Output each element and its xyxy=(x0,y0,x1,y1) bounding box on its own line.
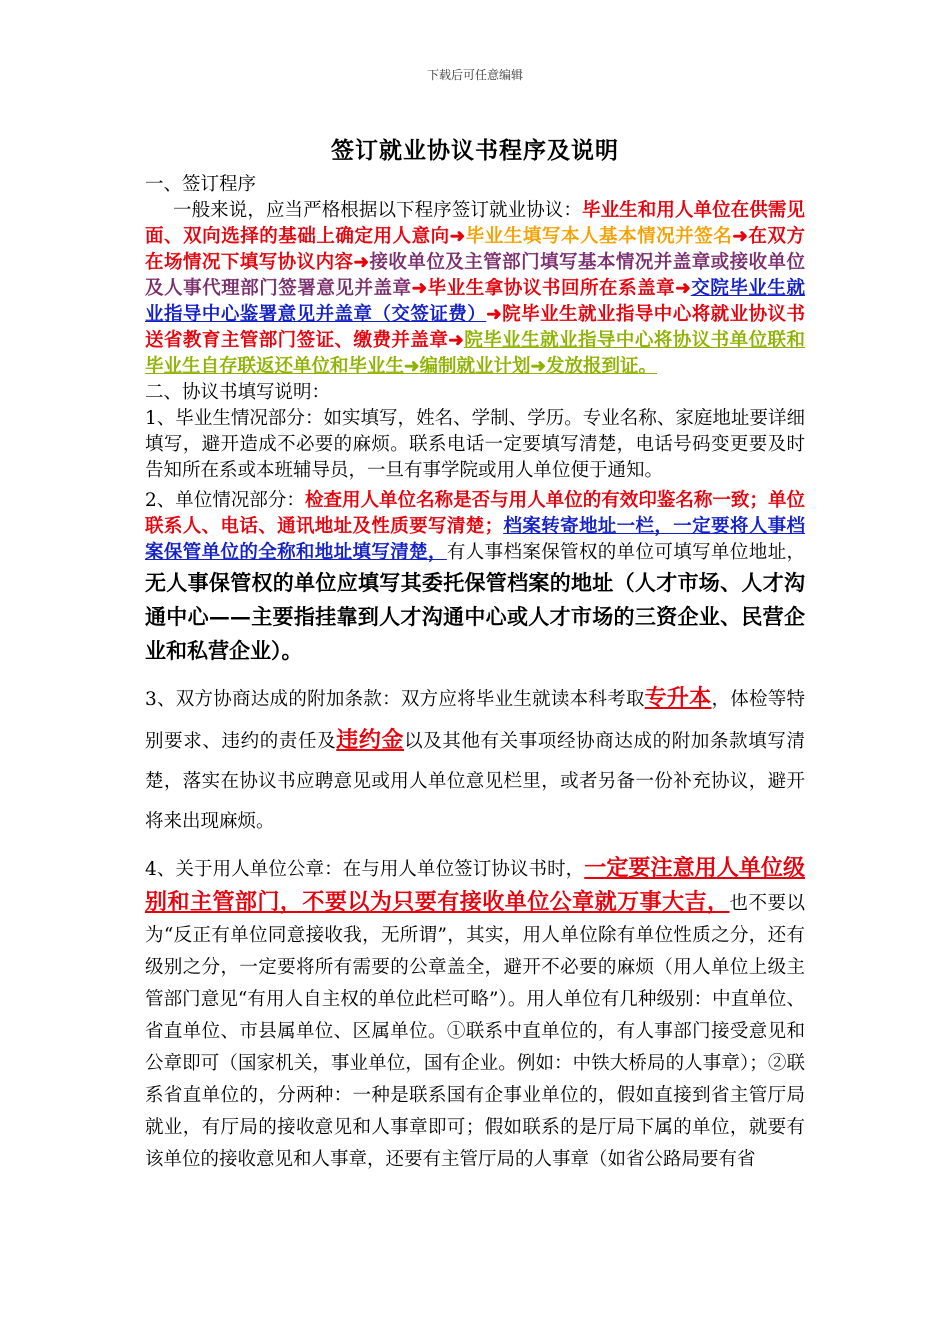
step-6: 交院毕业生就业指导中心鉴署意见并盖章（交签证费） xyxy=(145,278,805,325)
step-5: ➜毕业生拿协议书回所在系盖章➜ xyxy=(411,278,691,299)
item-2-highlight-red: 检查用人单位名称是否与用人单位的有效印鉴名称一致；单位联系人、电话、通讯地址及性质要写清楚； xyxy=(145,490,805,537)
step-1: 毕业生和用人单位在供需见面、双向选择的基础上确定用人意向➜ xyxy=(145,200,805,247)
item-2-normal: 有人事档案保管权的单位可填写单位地址， xyxy=(446,542,805,563)
item-3-rest: 以及其他有关事项经协商达成的附加条款填写清楚，落实在协议书应聘意见或用人单位意见栏里，或者另备一份补充协议，避开将来出现麻烦。 xyxy=(145,731,805,832)
step-4: 接收单位及主管部门填写基本情况并盖章或接收单位及人事代理部门签署意见并盖章 xyxy=(145,252,805,299)
item-3 xyxy=(145,678,805,842)
step-7: ➜院毕业生就业指导中心将就业协议书送省教育主管部门签证、缴费并盖章➜ xyxy=(145,304,805,351)
item-2-label: 2、单位情况部分： xyxy=(145,490,305,511)
item-4-rest: 也不要以为“反正有单位同意接收我，无所谓”，其实，用人单位除有单位性质之分，还有级别之分，一定要将所有需要的公章盖全，避开不必要的麻烦（用人单位上级主管部门意见“有用人自主权的单位此栏可略”）。用人单位有几种级别：中直单位、省直单位、市县属单位、区属单位。①联系中直单位的，有人事部门接受意见和公章即可（国家机关，事业单位，国有企业。例如：中铁大桥局的人事章）；②联系省直单位的，分两种：一种是联系国有企事业单位的，假如直接到省主管厅局就业，有厅局的接收意见和人事章即可；假如联系的是厅局下属的单位，就要有该单位的接收意见和人事章，还要有主管厅局的人事章（如省公路局要有省 xyxy=(145,893,805,1170)
item-3-label: 3、双方协商达成的附加条款：双方应将毕业生就读本科考取 xyxy=(145,689,645,710)
section2-heading: 二、协议书填写说明： xyxy=(145,382,331,403)
item-4 xyxy=(145,852,805,1176)
document-title: 签订就业协议书程序及说明 xyxy=(331,137,619,164)
item-3-highlight-2: 违约金 xyxy=(336,727,405,753)
item-2-bold: 无人事保管权的单位应填写其委托保管档案的地址（人才市场、人才沟通中心——主要指挂靠到人才沟通中心或人才市场的三资企业、民营企业和私营企业）。 xyxy=(145,570,805,663)
step-2: 毕业生填写本人基本情况并签名 xyxy=(465,226,733,247)
item-1: 1、毕业生情况部分：如实填写，姓名、学制、学历。专业名称、家庭地址要详细填写，避开造成不必要的麻烦。联系电话一定要填写清楚，电话号码变更要及时告知所在系或本班辅导员，一旦有事学院或用人单位便于通知。 xyxy=(145,408,805,481)
item-2 xyxy=(145,488,805,668)
step-3: ➜在双方在场情况下填写协议内容➜ xyxy=(145,226,805,273)
item-2-highlight-blue: 档案转寄地址一栏，一定要将人事档案保管单位的全称和地址填写清楚， xyxy=(145,516,805,563)
step-8: 院毕业生就业指导中心将协议书单位联和毕业生自存联返还单位和毕业生➜编制就业计划➜发放报到证。 xyxy=(145,330,805,377)
page-header: 下载后可任意编辑 xyxy=(426,68,523,82)
section1-intro: 一般来说，应当严格根据以下程序签订就业协议： xyxy=(173,200,582,221)
document-body xyxy=(145,172,805,1176)
item-3-highlight-1: 专升本 xyxy=(644,685,712,711)
section1-heading: 一、签订程序 xyxy=(145,174,257,195)
item-4-highlight: 一定要注意用人单位级别和主管部门，不要以为只要有接收单位公章就万事大吉， xyxy=(145,855,805,915)
item-4-label: 4、关于用人单位公章：在与用人单位签订协议书时， xyxy=(145,859,585,880)
item-3-text: ，体检等特别要求、违约的责任及 xyxy=(145,689,805,752)
section1-paragraph xyxy=(145,198,805,380)
